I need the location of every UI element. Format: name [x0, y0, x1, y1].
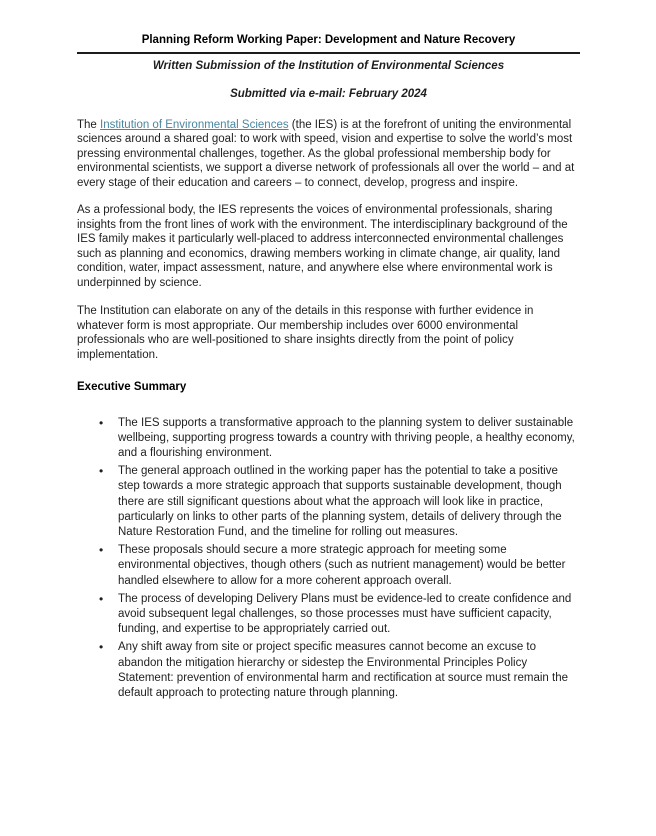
executive-summary-heading: Executive Summary	[77, 381, 187, 393]
executive-summary-bullet-list	[77, 416, 580, 702]
ies-website-link[interactable]: Institution of Environmental Sciences	[100, 118, 289, 131]
intro-paragraph-1	[77, 118, 580, 191]
document-subtitle: Written Submission of the Institution of Environmental Sciences	[152, 59, 505, 72]
summary-bullet-1: • The IES supports a transformative approach to the planning system to deliver sustainable wellbeing, supporting progress towards a country with thriving people, a healthy economy, and a flourishing environment.	[99, 416, 580, 462]
intro-paragraph-3: The Institution can elaborate on any of the details in this response with further evidence in whatever form is most appropriate. Our membership includes over 6000 environmental professionals who are well-positioned to share insights directly from the point of policy implementation.	[77, 305, 534, 361]
intro-paragraph-2: As a professional body, the IES represents the voices of environmental professionals, sharing insights from the front lines of work with the environment. The interdisciplinary background of the IES family makes it particularly well-placed to address interconnected environmental challenges such as planning and economics, drawing members working in climate change, air quality, land condition, water, impact assessment, nature, and anywhere else where environmental work is underpinned by science.	[77, 204, 568, 289]
summary-bullet-3: • These proposals should secure a more strategic approach for meeting some environmental objectives, though others (such as nutrient management) would be better handled elsewhere to allow for a more coherent approach overall.	[99, 543, 580, 589]
summary-bullet-4: • The process of developing Delivery Plans must be evidence-led to create confidence and avoid subsequent legal challenges, so those processes must have sufficient capacity, funding, and expertise to be appropriately carried out.	[99, 592, 580, 638]
document-title: Planning Reform Working Paper: Development and Nature Recovery	[77, 33, 580, 54]
summary-bullet-5: • Any shift away from site or project specific measures cannot become an excuse to abandon the mitigation hierarchy or sidestep the Environmental Principles Policy Statement: prevention of environmental harm and rectification at source must remain the default approach to protecting nature through planning.	[99, 640, 580, 701]
intro-paragraph-1-post: (the IES) is at the forefront of uniting the environmental sciences around a shared goal: to work with speed, vision and expertise to solve the world’s most pressing environmental challenges, together. As the global professional membership body for environmental scientists, we support a diverse network of professionals all over the world – and at every stage of their education and careers – to connect, develop, progress and inspire.	[77, 118, 575, 189]
submission-date-line: Submitted via e-mail: February 2024	[230, 88, 427, 100]
intro-paragraph-1-pre: The	[77, 118, 101, 131]
summary-bullet-2: • The general approach outlined in the working paper has the potential to take a positive step towards a more strategic approach that supports sustainable development, though there are still significant questions about what the approach will look like in practice, particularly on links to other parts of the planning system, details of delivery through the Nature Restoration Fund, and the timeline for rolling out measures.	[99, 464, 580, 540]
